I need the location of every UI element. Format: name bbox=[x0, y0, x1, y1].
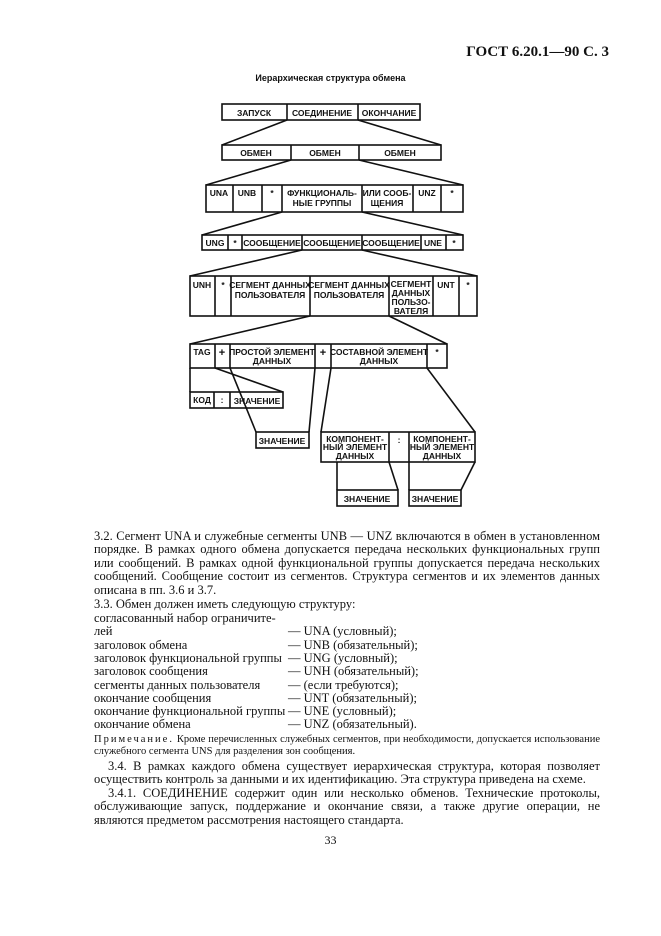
diagram-label-plus: + bbox=[218, 347, 226, 359]
structure-row-value: — UNZ (обязательный). bbox=[288, 717, 417, 731]
structure-row-name: заголовок функциональной группы bbox=[94, 651, 282, 665]
diagram-label-asterisk: * bbox=[270, 188, 274, 198]
structure-row bbox=[94, 664, 419, 678]
diagram-label-unb: UNB bbox=[237, 188, 257, 198]
diagram-label-user-data-segment: ВАТЕЛЯ bbox=[393, 306, 429, 316]
structure-row-value: — UNA (условный); bbox=[288, 624, 397, 638]
structure-row-name: лей bbox=[94, 624, 113, 638]
diagram-label-tag: TAG bbox=[193, 347, 211, 357]
diagram-label-plus: + bbox=[319, 347, 327, 359]
diagram-label-asterisk: * bbox=[450, 188, 454, 198]
diagram-label-colon: : bbox=[220, 395, 224, 405]
page-number: 33 bbox=[324, 833, 337, 847]
diagram-title: Иерархическая структура обмена bbox=[255, 73, 406, 83]
diagram-label-simple-element: ПРОСТОЙ ЭЛЕМЕНТ bbox=[229, 347, 315, 357]
diagram-label-unz: UNZ bbox=[418, 188, 436, 198]
diagram-label-asterisk: * bbox=[452, 238, 456, 248]
paragraph-3-3: 3.3. Обмен должен иметь следующую структуру: bbox=[94, 597, 356, 611]
diagram-label-asterisk: * bbox=[221, 280, 225, 290]
diagram-label-unh: UNH bbox=[192, 280, 212, 290]
diagram-label-component-element: ДАННЫХ bbox=[335, 451, 375, 461]
diagram-label-functional-groups: ФУНКЦИОНАЛЬ- bbox=[287, 188, 357, 198]
diagram-label-exchange: ОБМЕН bbox=[309, 148, 341, 158]
diagram-label-asterisk: * bbox=[233, 238, 237, 248]
structure-row-value: — UNH (обязательный); bbox=[288, 664, 419, 678]
diagram-label-ung: UNG bbox=[205, 238, 225, 248]
diagram-label-user-data-segment: ПОЛЬЗОВАТЕЛЯ bbox=[313, 290, 385, 300]
paragraph-3-4: 3.4. В рамках каждого обмена существует иерархическая структура, которая позволяет осуществить контроль за данными и их идентификацию. Эта структура приведена на схеме. bbox=[94, 759, 600, 787]
diagram-label-composite-element: ДАННЫХ bbox=[359, 356, 399, 366]
diagram-label-component-element: НЫЙ ЭЛЕМЕНТ bbox=[409, 442, 475, 452]
diagram-label-message: СООБЩЕНИЕ bbox=[303, 238, 361, 248]
note-text: Кроме перечисленных служебных сегментов, при необходимости, допускается использование служебного сегмента UNS для разделения зон сообщения. bbox=[94, 734, 600, 757]
paragraph-3-2-text: 3.2. Сегмент UNA и служебные сегменты UNB — UNZ включаются в обмен в установленном порядке. В рамках одного обмена допускается передача нескольких функциональных групп или сообщений. В рамках одной функциональной группы допускается передача нескольких сообщений. Сообщение состоит из сегментов. Структура сегментов и их элементов данных описана в пп. 3.6 и 3.7. bbox=[94, 529, 600, 597]
structure-row bbox=[94, 717, 417, 731]
diagram-label-value: ЗНАЧЕНИЕ bbox=[343, 494, 391, 504]
diagram-label-exchange: ОБМЕН bbox=[240, 148, 272, 158]
structure-row-name: окончание сообщения bbox=[94, 691, 212, 705]
diagram-label-component-element: КОМПОНЕНТ- bbox=[326, 434, 384, 444]
diagram-label-message: СООБЩЕНИЕ bbox=[362, 238, 420, 248]
diagram-label-component-element: ДАННЫХ bbox=[422, 451, 462, 461]
structure-row bbox=[94, 612, 276, 625]
diagram-label-or-messages: ИЛИ СООБ- bbox=[362, 188, 412, 198]
diagram-label-user-data-segment: СЕГМЕНТ ДАННЫХ bbox=[308, 280, 390, 290]
structure-row-value: — (если требуются); bbox=[288, 678, 399, 692]
document-header-code: ГОСТ 6.20.1—90 С. 3 bbox=[466, 44, 609, 60]
diagram-label-ending: ОКОНЧАНИЕ bbox=[361, 108, 417, 118]
diagram-label-user-data-segment: ДАННЫХ bbox=[391, 288, 431, 298]
diagram-label-connection: СОЕДИНЕНИЕ bbox=[291, 108, 353, 118]
diagram-label-asterisk: * bbox=[466, 280, 470, 290]
diagram-label-exchange: ОБМЕН bbox=[384, 148, 416, 158]
diagram-label-une: UNE bbox=[424, 238, 442, 248]
diagram-label-value: ЗНАЧЕНИЕ bbox=[411, 494, 459, 504]
diagram-label-component-element: НЫЙ ЭЛЕМЕНТ bbox=[322, 442, 388, 452]
diagram-label-value: ЗНАЧЕНИЕ bbox=[233, 396, 281, 406]
structure-row-value: — UNB (обязательный); bbox=[288, 638, 418, 652]
diagram-label-startup: ЗАПУСК bbox=[236, 108, 272, 118]
paragraph-3-4-1: 3.4.1. СОЕДИНЕНИЕ содержит один или несколько обменов. Технические протоколы, обслуживающие запуск, поддержание и окончание связи, а также другие операции, не являются предметом рассмотрения настоящего стандарта. bbox=[94, 786, 600, 827]
diagram-label-or-messages: ЩЕНИЯ bbox=[370, 198, 404, 208]
diagram-label-component-element: КОМПОНЕНТ- bbox=[413, 434, 471, 444]
structure-row-name: заголовок обмена bbox=[94, 638, 188, 652]
diagram-label-user-data-segment: СЕГМЕНТ ДАННЫХ bbox=[229, 280, 311, 290]
note-label: Примечание. bbox=[94, 734, 174, 745]
diagram-label-user-data-segment: ПОЛЬЗОВАТЕЛЯ bbox=[234, 290, 306, 300]
structure-row-name: заголовок сообщения bbox=[94, 664, 208, 678]
structure-row-name: окончание функциональной группы bbox=[94, 704, 286, 718]
diagram-label-functional-groups: НЫЕ ГРУППЫ bbox=[292, 198, 352, 208]
diagram-label-unt: UNT bbox=[437, 280, 455, 290]
diagram-label-user-data-segment: СЕГМЕНТ bbox=[390, 279, 432, 289]
diagram-label-code: КОД bbox=[193, 395, 211, 405]
structure-row-value: — UNE (условный); bbox=[288, 704, 397, 718]
diagram-label-value: ЗНАЧЕНИЕ bbox=[258, 436, 306, 446]
structure-row-name: согласованный набор ограничите- bbox=[94, 611, 276, 625]
structure-row-name: сегменты данных пользователя bbox=[94, 678, 261, 692]
diagram-label-una: UNA bbox=[209, 188, 229, 198]
structure-row bbox=[94, 624, 397, 638]
diagram-label-simple-element: ДАННЫХ bbox=[252, 356, 292, 366]
paragraph-3-2 bbox=[94, 530, 600, 597]
diagram-label-message: СООБЩЕНИЕ bbox=[243, 238, 301, 248]
structure-row-value: — UNT (обязательный); bbox=[288, 691, 417, 705]
structure-row-value: — UNG (условный); bbox=[288, 651, 398, 665]
note bbox=[94, 734, 600, 758]
diagram-label-asterisk: * bbox=[435, 347, 439, 357]
structure-row-name: окончание обмена bbox=[94, 717, 191, 731]
diagram-label-user-data-segment: ПОЛЬЗО- bbox=[391, 297, 431, 307]
diagram-label-colon: : bbox=[397, 435, 401, 445]
diagram-label-composite-element: СОСТАВНОЙ ЭЛЕМЕНТ bbox=[329, 347, 429, 357]
